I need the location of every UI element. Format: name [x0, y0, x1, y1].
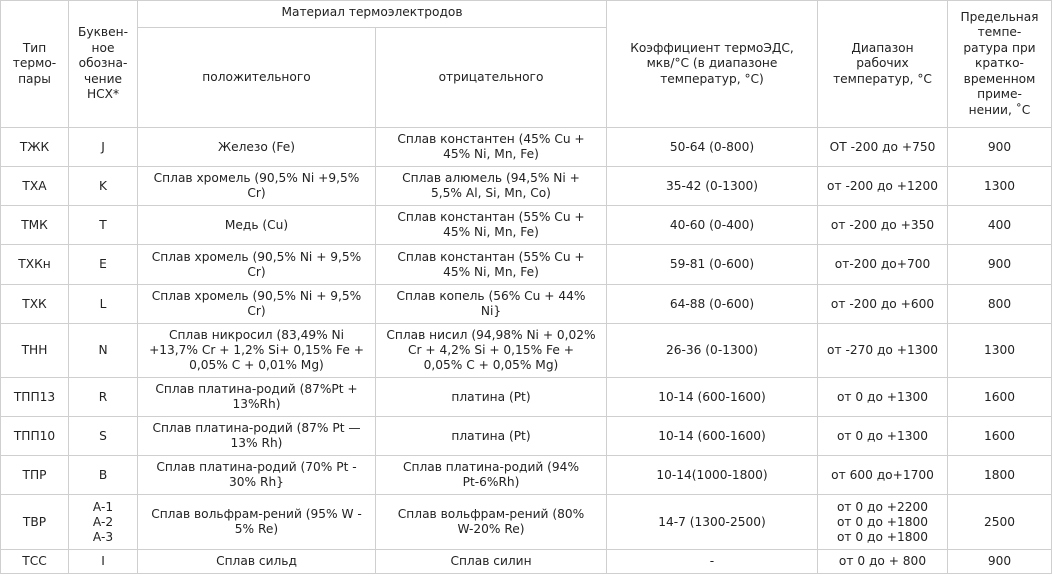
- table-row: [1, 378, 1052, 417]
- cell-emf-coefficient: 10-14(1000-1800): [607, 456, 818, 495]
- cell-designation: S: [69, 417, 138, 456]
- cell-max-temperature: 1600: [948, 378, 1052, 417]
- cell-emf-coefficient: 35-42 (0-1300): [607, 167, 818, 206]
- cell-negative-electrode: Сплав константан (55% Cu + 45% Ni, Mn, Fe): [376, 206, 607, 245]
- header-max-temperature: Предельная темпе- ратура при кратко- временном приме- нении, ˚С: [948, 1, 1052, 128]
- cell-max-temperature: 800: [948, 285, 1052, 324]
- cell-max-temperature: 1800: [948, 456, 1052, 495]
- cell-max-temperature: 900: [948, 550, 1052, 574]
- cell-negative-electrode: Сплав константен (45% Cu + 45% Ni, Mn, Fe): [376, 128, 607, 167]
- cell-designation: L: [69, 285, 138, 324]
- table-row: [1, 285, 1052, 324]
- cell-emf-coefficient: 50-64 (0-800): [607, 128, 818, 167]
- cell-positive-electrode: Сплав никросил (83,49% Ni +13,7% Cr + 1,2% Si+ 0,15% Fe + 0,05% C + 0,01% Mg): [138, 324, 376, 378]
- cell-positive-electrode: Сплав вольфрам-рений (95% W - 5% Re): [138, 495, 376, 550]
- cell-working-range: от 0 до +1300: [818, 378, 948, 417]
- cell-emf-coefficient: 64-88 (0-600): [607, 285, 818, 324]
- cell-negative-electrode: Сплав платина-родий (94% Pt-6%Rh): [376, 456, 607, 495]
- header-emf-coefficient: Коэффициент термоЭДС, мкв/°С (в диапазоне температур, °С): [607, 1, 818, 128]
- cell-designation: T: [69, 206, 138, 245]
- cell-thermocouple-type: ТХКн: [1, 245, 69, 285]
- header-negative: отрицательного: [376, 28, 607, 128]
- table-row: [1, 167, 1052, 206]
- cell-positive-electrode: Сплав хромель (90,5% Ni + 9,5% Cr): [138, 245, 376, 285]
- header-material: Материал термоэлектродов: [138, 1, 607, 28]
- cell-negative-electrode: Сплав копель (56% Cu + 44% Ni}: [376, 285, 607, 324]
- cell-thermocouple-type: ТХК: [1, 285, 69, 324]
- header-positive: положительного: [138, 28, 376, 128]
- cell-emf-coefficient: -: [607, 550, 818, 574]
- cell-thermocouple-type: ТХА: [1, 167, 69, 206]
- table-row: [1, 324, 1052, 378]
- cell-emf-coefficient: 59-81 (0-600): [607, 245, 818, 285]
- cell-positive-electrode: Сплав хромель (90,5% Ni +9,5% Cr): [138, 167, 376, 206]
- cell-designation: B: [69, 456, 138, 495]
- table-row: [1, 128, 1052, 167]
- cell-emf-coefficient: 40-60 (0-400): [607, 206, 818, 245]
- table-row: [1, 456, 1052, 495]
- cell-thermocouple-type: ТМК: [1, 206, 69, 245]
- cell-negative-electrode: Сплав нисил (94,98% Ni + 0,02% Cr + 4,2% Si + 0,15% Fe + 0,05% C + 0,05% Mg): [376, 324, 607, 378]
- cell-working-range: от -270 до +1300: [818, 324, 948, 378]
- cell-working-range: от -200 до +1200: [818, 167, 948, 206]
- cell-working-range: от -200 до +350: [818, 206, 948, 245]
- cell-max-temperature: 1600: [948, 417, 1052, 456]
- cell-designation: R: [69, 378, 138, 417]
- cell-designation: K: [69, 167, 138, 206]
- cell-thermocouple-type: ТЖК: [1, 128, 69, 167]
- cell-designation: I: [69, 550, 138, 574]
- cell-positive-electrode: Сплав сильд: [138, 550, 376, 574]
- cell-positive-electrode: Сплав платина-родий (70% Pt - 30% Rh}: [138, 456, 376, 495]
- cell-working-range: от 0 до + 800: [818, 550, 948, 574]
- table-row: [1, 417, 1052, 456]
- cell-emf-coefficient: 26-36 (0-1300): [607, 324, 818, 378]
- cell-thermocouple-type: ТПП13: [1, 378, 69, 417]
- cell-max-temperature: 1300: [948, 167, 1052, 206]
- cell-working-range: от 0 до +1300: [818, 417, 948, 456]
- header-thermocouple-type: Тип термо- пары: [1, 1, 69, 128]
- cell-max-temperature: 2500: [948, 495, 1052, 550]
- cell-positive-electrode: Железо (Fe): [138, 128, 376, 167]
- cell-negative-electrode: платина (Pt): [376, 378, 607, 417]
- cell-max-temperature: 900: [948, 128, 1052, 167]
- cell-thermocouple-type: ТПП10: [1, 417, 69, 456]
- cell-negative-electrode: платина (Pt): [376, 417, 607, 456]
- cell-working-range: ОТ -200 до +750: [818, 128, 948, 167]
- table-row: [1, 550, 1052, 574]
- cell-max-temperature: 400: [948, 206, 1052, 245]
- cell-negative-electrode: Сплав силин: [376, 550, 607, 574]
- cell-designation: N: [69, 324, 138, 378]
- cell-working-range: от-200 до+700: [818, 245, 948, 285]
- cell-emf-coefficient: 10-14 (600-1600): [607, 378, 818, 417]
- table-row: [1, 206, 1052, 245]
- cell-positive-electrode: Сплав платина-родий (87% Pt — 13% Rh): [138, 417, 376, 456]
- cell-working-range: от -200 до +600: [818, 285, 948, 324]
- cell-working-range: от 0 до +2200 от 0 до +1800 от 0 до +1800: [818, 495, 948, 550]
- cell-thermocouple-type: ТВР: [1, 495, 69, 550]
- cell-max-temperature: 1300: [948, 324, 1052, 378]
- table-row: [1, 495, 1052, 550]
- header-working-range: Диапазон рабочих температур, °С: [818, 1, 948, 128]
- cell-negative-electrode: Сплав вольфрам-рений (80% W-20% Re): [376, 495, 607, 550]
- cell-designation: E: [69, 245, 138, 285]
- cell-working-range: от 600 до+1700: [818, 456, 948, 495]
- cell-thermocouple-type: ТСС: [1, 550, 69, 574]
- cell-thermocouple-type: ТНН: [1, 324, 69, 378]
- cell-negative-electrode: Сплав константан (55% Cu + 45% Ni, Mn, Fe): [376, 245, 607, 285]
- cell-thermocouple-type: ТПР: [1, 456, 69, 495]
- cell-designation: A-1 A-2 A-3: [69, 495, 138, 550]
- cell-positive-electrode: Сплав хромель (90,5% Ni + 9,5% Cr): [138, 285, 376, 324]
- cell-negative-electrode: Сплав алюмель (94,5% Ni + 5,5% Al, Si, Mn, Co): [376, 167, 607, 206]
- table-row: [1, 245, 1052, 285]
- cell-positive-electrode: Медь (Cu): [138, 206, 376, 245]
- header-designation: Буквен- ное обозна- чение НСХ*: [69, 1, 138, 128]
- cell-positive-electrode: Сплав платина-родий (87%Pt + 13%Rh): [138, 378, 376, 417]
- cell-designation: J: [69, 128, 138, 167]
- cell-emf-coefficient: 14-7 (1300-2500): [607, 495, 818, 550]
- cell-emf-coefficient: 10-14 (600-1600): [607, 417, 818, 456]
- cell-max-temperature: 900: [948, 245, 1052, 285]
